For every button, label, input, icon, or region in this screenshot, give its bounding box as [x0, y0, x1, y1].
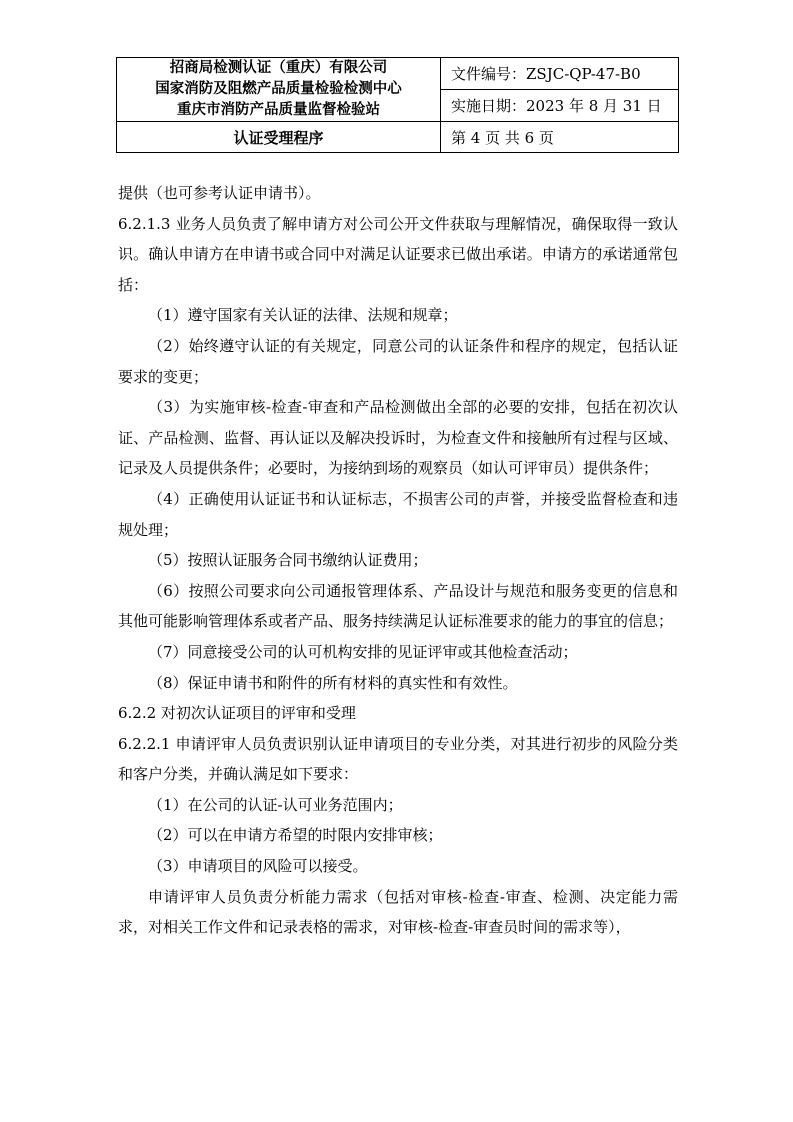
- paragraph: 申请评审人员负责分析能力需求（包括对审核-检查-审查、检测、决定能力需求，对相关工作文件和记录表格的需求，对审核-检查-审查员时间的需求等），: [118, 887, 678, 937]
- organization-name: 招商局检测认证（重庆）有限公司: [169, 60, 388, 76]
- paragraph: 提供（也可参考认证申请书）。: [118, 184, 321, 202]
- list-item: （4）正确使用认证证书和认证标志，不损害公司的声誉，并接受监督检查和违规处理；: [118, 489, 678, 539]
- clause-paragraph: 6.2.1.3 业务人员负责了解申请方对公司公开文件获取与理解情况，确保取得一致认识。确认申请方在申请书或合同中对满足认证要求已做出承诺。申请方的承诺通常包括：: [118, 214, 678, 294]
- section-heading: 6.2.2 对初次认证项目的评审和受理: [118, 704, 356, 723]
- list-item: （2）始终遵守认证的有关规定，同意公司的认证条件和程序的规定，包括认证要求的变更；: [118, 336, 678, 386]
- list-item: （8）保证申请书和附件的所有材料的真实性和有效性。: [148, 673, 518, 692]
- organization-names: [117, 58, 441, 122]
- list-item: （7）同意接受公司的认可机构安排的见证评审或其他检查活动；: [148, 642, 578, 661]
- effective-date: 实施日期：2023 年 8 月 31 日: [441, 90, 679, 122]
- clause-paragraph: 6.2.2.1 申请评审人员负责识别认证申请项目的专业分类，对其进行初步的风险分类和客户分类，并确认满足如下要求：: [118, 734, 678, 784]
- organization-name: 国家消防及阻燃产品质量检验检测中心: [155, 81, 402, 97]
- list-item: （1）在公司的认证-认可业务范围内；: [148, 795, 403, 814]
- document-header-table: [116, 57, 679, 153]
- list-item: （5）按照认证服务合同书缴纳认证费用；: [148, 551, 428, 570]
- list-item: （2）可以在申请方希望的时限内安排审核；: [148, 826, 443, 845]
- organization-name: 重庆市消防产品质量监督检验站: [177, 102, 380, 118]
- list-item: （3）申请项目的风险可以接受。: [148, 857, 368, 876]
- page-info: 第 4 页 共 6 页: [441, 122, 679, 153]
- document-number: 文件编号：ZSJC-QP-47-B0: [441, 58, 679, 90]
- list-item: （3）为实施审核-检查-审查和产品检测做出全部的必要的安排，包括在初次认证、产品检测、监督、再认证以及解决投诉时，为检查文件和接触所有过程与区域、记录及人员提供条件；必要时，为接纳到场的观察员（如认可评审员）提供条件；: [118, 398, 678, 478]
- list-item: （1）遵守国家有关认证的法律、法规和规章；: [148, 306, 458, 325]
- document-body: [118, 178, 678, 943]
- list-item: （6）按照公司要求向公司通报管理体系、产品设计与规范和服务变更的信息和其他可能影响管理体系或者产品、服务持续满足认证标准要求的能力的事宜的信息；: [118, 581, 678, 631]
- document-title: 认证受理程序: [117, 122, 441, 153]
